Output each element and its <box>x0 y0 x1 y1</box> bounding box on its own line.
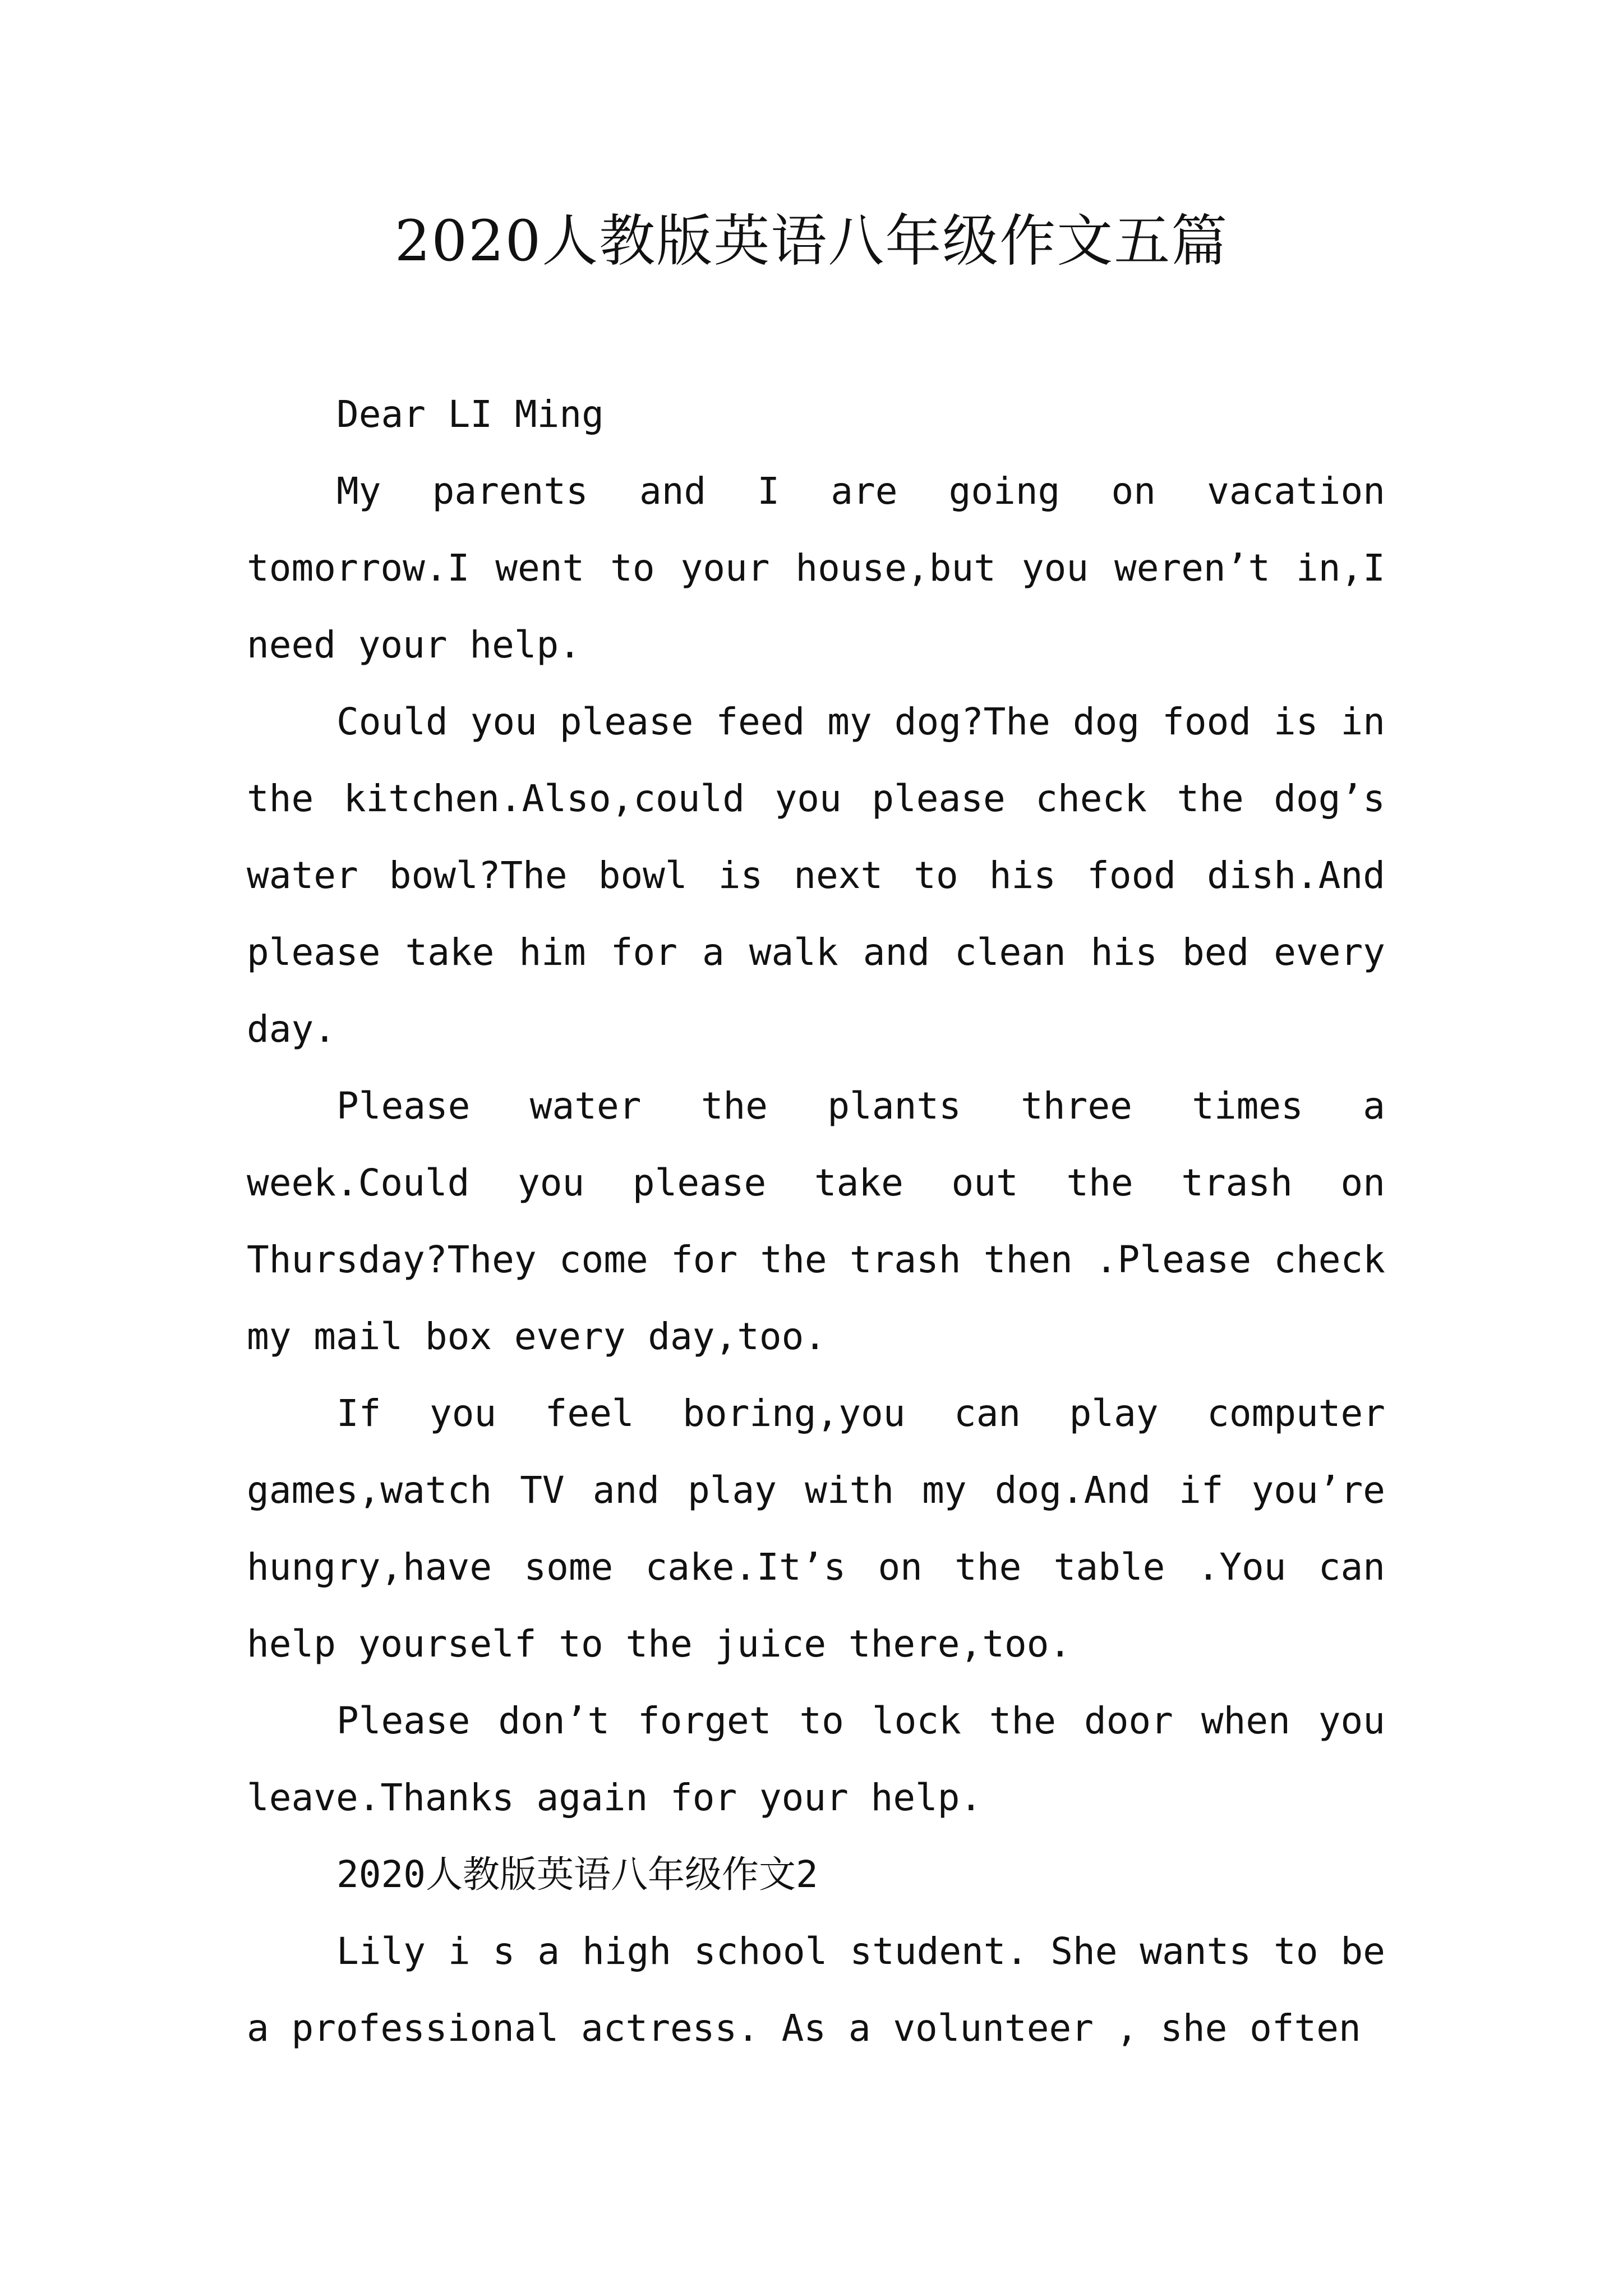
letter-greeting: Dear LI Ming <box>336 393 604 436</box>
paragraph-3: Please water the plants three times a week.Could you please take out the trash on Thursday?They come for the trash then .Please check my mail box every day,too. <box>247 1084 1385 1358</box>
paragraph-5: Please don’t forget to lock the door when you leave.Thanks again for your help. <box>247 1699 1385 1819</box>
paragraph-2: Could you please feed my dog?The dog food is in the kitchen.Also,could you please check the dog’s water bowl?The bowl is next to his food dish.And please take him for a walk and clean his bed every day. <box>247 700 1385 1051</box>
document-title: 2020人教版英语八年级作文五篇 <box>394 208 1229 274</box>
section-2-paragraph: Lily i s a high school student. She wants to be a professional actress. As a volunteer , she often <box>247 1930 1385 2050</box>
paragraph-1: My parents and I are going on vacation tomorrow.I went to your house,but you weren’t in,I need your help. <box>247 470 1385 666</box>
document-body <box>247 376 1385 2067</box>
paragraph-4: If you feel boring,you can play computer games,watch TV and play with my dog.And if you’re hungry,have some cake.It’s on the table .You can help yourself to the juice there,too. <box>247 1392 1385 1665</box>
section-2-heading: 2020人教版英语八年级作文2 <box>336 1853 818 1896</box>
